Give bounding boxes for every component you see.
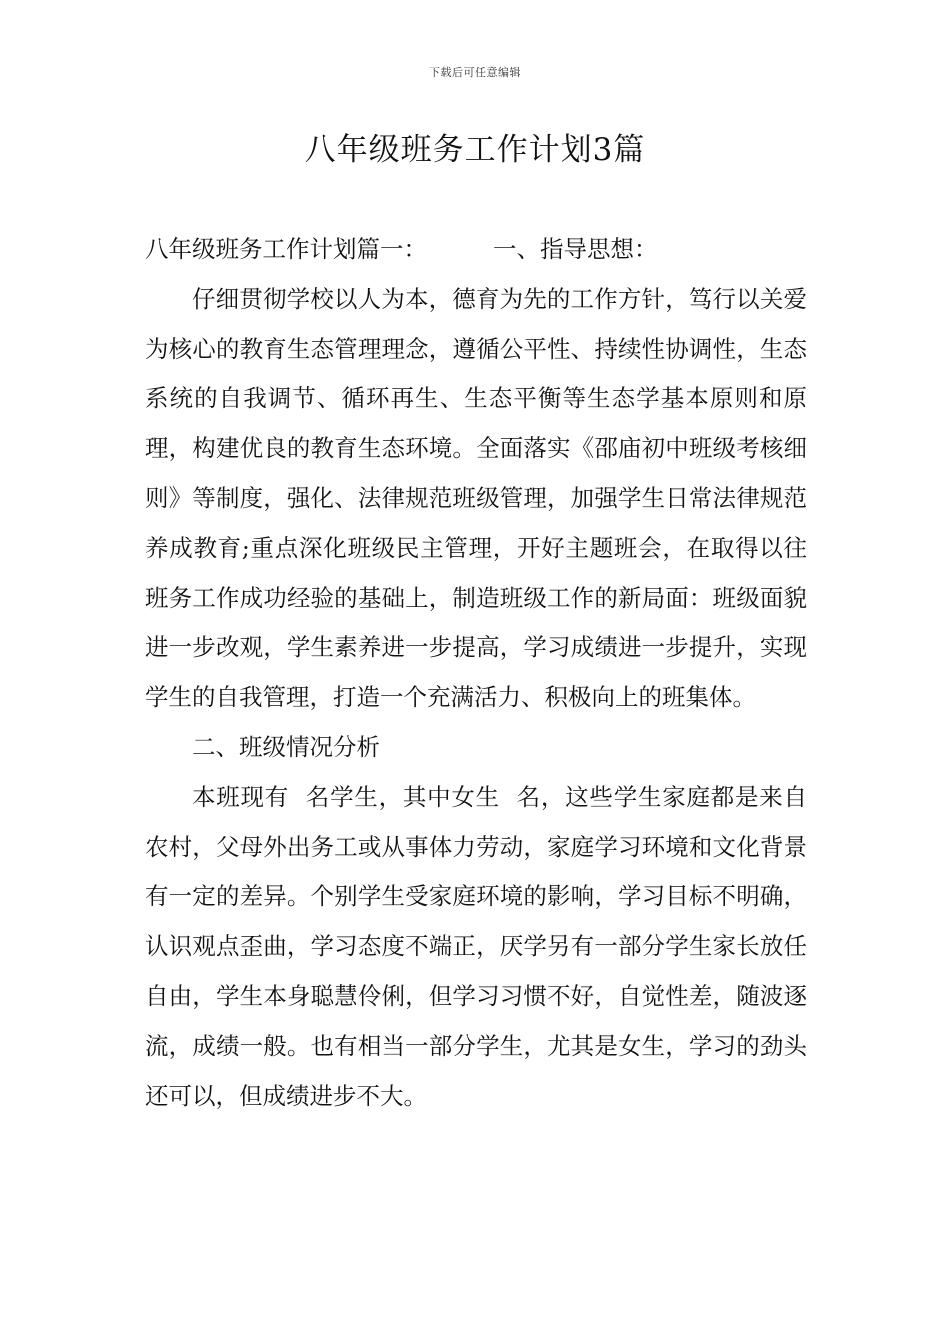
section-heading-class-analysis: 二、班级情况分析 — [192, 732, 380, 761]
document-body — [145, 225, 807, 1121]
paragraph-guiding-thought: 仔细贯彻学校以人为本，德育为先的工作方针，笃行以关爱为核心的教育生态管理理念，遵循公平性、持续性协调性，生态系统的自我调节、循环再生、生态平衡等生态学基本原则和原理，构建优良的教育生态环境。全面落实《邵庙初中班级考核细则》等制度，强化、法律规范班级管理，加强学生日常法律规范养成教育;重点深化班级民主管理，开好主题班会，在取得以往班务工作成功经验的基础上，制造班级工作的新局面：班级面貌进一步改观，学生素养进一步提高，学习成绩进一步提升，实现学生的自我管理，打造一个充满活力、积极向上的班集体。 — [145, 284, 807, 712]
section-heading-guiding-thought: 一、指导思想： — [493, 235, 658, 263]
intro-line — [145, 225, 807, 275]
paragraph-class-analysis — [145, 773, 807, 1122]
class-analysis-text-c: 名，这些学生家庭都是来自农村，父母外出务工或从事体力劳动，家庭学习环境和文化背景有一定的差异。个别学生受家庭环境的影响，学习目标不明确，认识观点歪曲，学习态度不端正，厌学另有一部分学生家长放任自由，学生本身聪慧伶俐，但学习习惯不好，自觉性差，随波逐流，成绩一般。也有相当一部分学生，尤其是女生，学习的劲头还可以，但成绩进步不大。 — [145, 782, 808, 1110]
class-analysis-text-b: 名学生，其中女生 — [305, 782, 500, 811]
document-title: 八年级班务工作计划3篇 — [304, 132, 646, 168]
plan-label: 八年级班务工作计划篇一： — [145, 235, 427, 263]
class-analysis-text-a: 本班现有 — [192, 782, 290, 811]
header-note: 下载后可任意编辑 — [429, 66, 521, 79]
